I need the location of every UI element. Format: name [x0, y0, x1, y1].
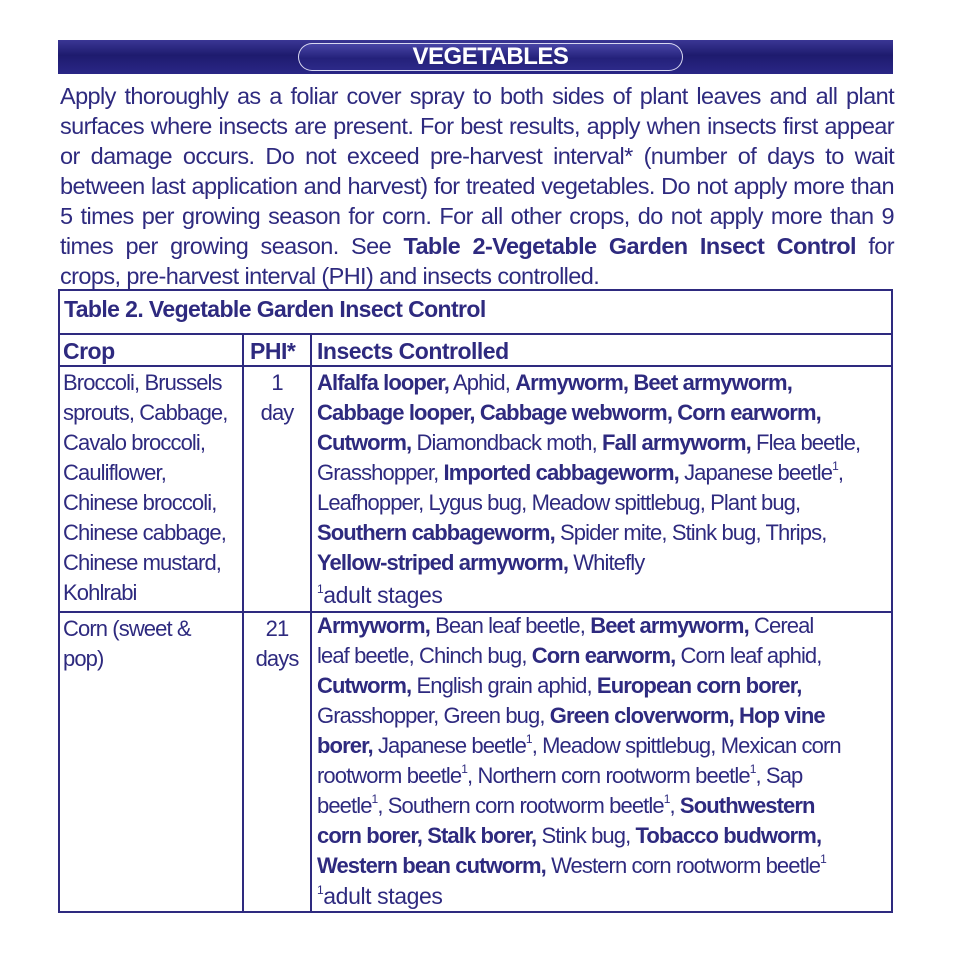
insect-line: Armyworm, Bean leaf beetle, Beet armyworm, Cereal [317, 613, 814, 638]
insect-line: Southern cabbageworm, Spider mite, Stink bug, Thrips, [317, 520, 827, 545]
insect-line: rootworm beetle$^1$, Northern corn rootworm beetle$^1$, Sap [317, 762, 803, 788]
row2-phi [244, 614, 310, 674]
intro-paragraph [60, 81, 894, 291]
cell-line: Chinese cabbage, [63, 520, 226, 545]
cell-line: 21 [265, 616, 289, 641]
insect-line: borer, Japanese beetle$^1$, Meadow spittlebug, Mexican corn [317, 732, 841, 758]
header-phi: PHI* [250, 338, 296, 364]
insect-line: Cutworm, Diamondback moth, Fall armyworm, Flea beetle, [317, 430, 861, 455]
table-caption: Table 2. Vegetable Garden Insect Control [64, 296, 486, 322]
insect-line: Western bean cutworm, Western corn rootworm beetle$^1$ [317, 852, 826, 878]
section-heading: VEGETABLES [298, 43, 683, 71]
cell-line: sprouts, Cabbage, [63, 400, 228, 425]
cell-line: day [260, 400, 294, 425]
header-crop: Crop [63, 338, 115, 364]
cell-line: pop) [63, 646, 104, 671]
cell-line: Cauliflower, [63, 460, 166, 485]
insect-line: beetle$^1$, Southern corn rootworm beetle$^1$, Southwestern [317, 792, 815, 818]
row1-footnote: $^1$adult stages [317, 582, 443, 608]
insect-line: Grasshopper, Green bug, Green cloverworm, Hop vine [317, 703, 825, 728]
intro-text: Apply thoroughly as a foliar cover spray to both sides of plant leaves and all plant surfaces where insects are present. For best results, apply when insects first appear or damage occurs. Do not exceed pre-harvest interval* (number of days to wait between last application and harvest) for treated vegetables. Do not apply more than 5 times per growing season for corn. For all other crops, do not apply more than 9 times per growing season. See [60, 83, 894, 259]
insect-line: Leafhopper, Lygus bug, Meadow spittlebug, Plant bug, [317, 490, 801, 515]
insect-line: leaf beetle, Chinch bug, Corn earworm, Corn leaf aphid, [317, 643, 822, 668]
intro-text-end: for crops, pre-harvest interval (PHI) and insects controlled. [60, 233, 894, 289]
row1-insects [317, 368, 860, 578]
header-insects: Insects Controlled [317, 338, 509, 364]
insect-line: Grasshopper, Imported cabbageworm, Japanese beetle$^1$, [317, 459, 844, 485]
row2-footnote: $^1$adult stages [317, 883, 443, 909]
insect-line: corn borer, Stalk borer, Stink bug, Tobacco budworm, [317, 823, 822, 848]
column-divider-phi [310, 333, 312, 913]
cell-line: Kohlrabi [63, 580, 137, 605]
insect-line: Alfalfa looper, Aphid, Armyworm, Beet armyworm, [317, 370, 792, 395]
row1-crop [63, 368, 227, 608]
intro-table-reference: Table 2-Vegetable Garden Insect Control [403, 233, 856, 259]
insect-line: Yellow-striped armyworm, Whitefly [317, 550, 645, 575]
cell-line: 1 [271, 370, 283, 395]
cell-line: Chinese mustard, [63, 550, 222, 575]
insect-line: Cabbage looper, Cabbage webworm, Corn earworm, [317, 400, 821, 425]
cell-line: Corn (sweet & [63, 616, 191, 641]
insect-control-table [58, 289, 893, 913]
cell-line: days [255, 646, 299, 671]
row2-crop [63, 614, 191, 674]
header-divider [58, 365, 893, 367]
caption-divider [58, 333, 893, 335]
cell-line: Cavalo broccoli, [63, 430, 206, 455]
cell-line: Broccoli, Brussels [63, 370, 222, 395]
row2-insects [317, 611, 841, 881]
row1-phi [244, 368, 310, 428]
insect-line: Cutworm, English grain aphid, European corn borer, [317, 673, 802, 698]
cell-line: Chinese broccoli, [63, 490, 217, 515]
